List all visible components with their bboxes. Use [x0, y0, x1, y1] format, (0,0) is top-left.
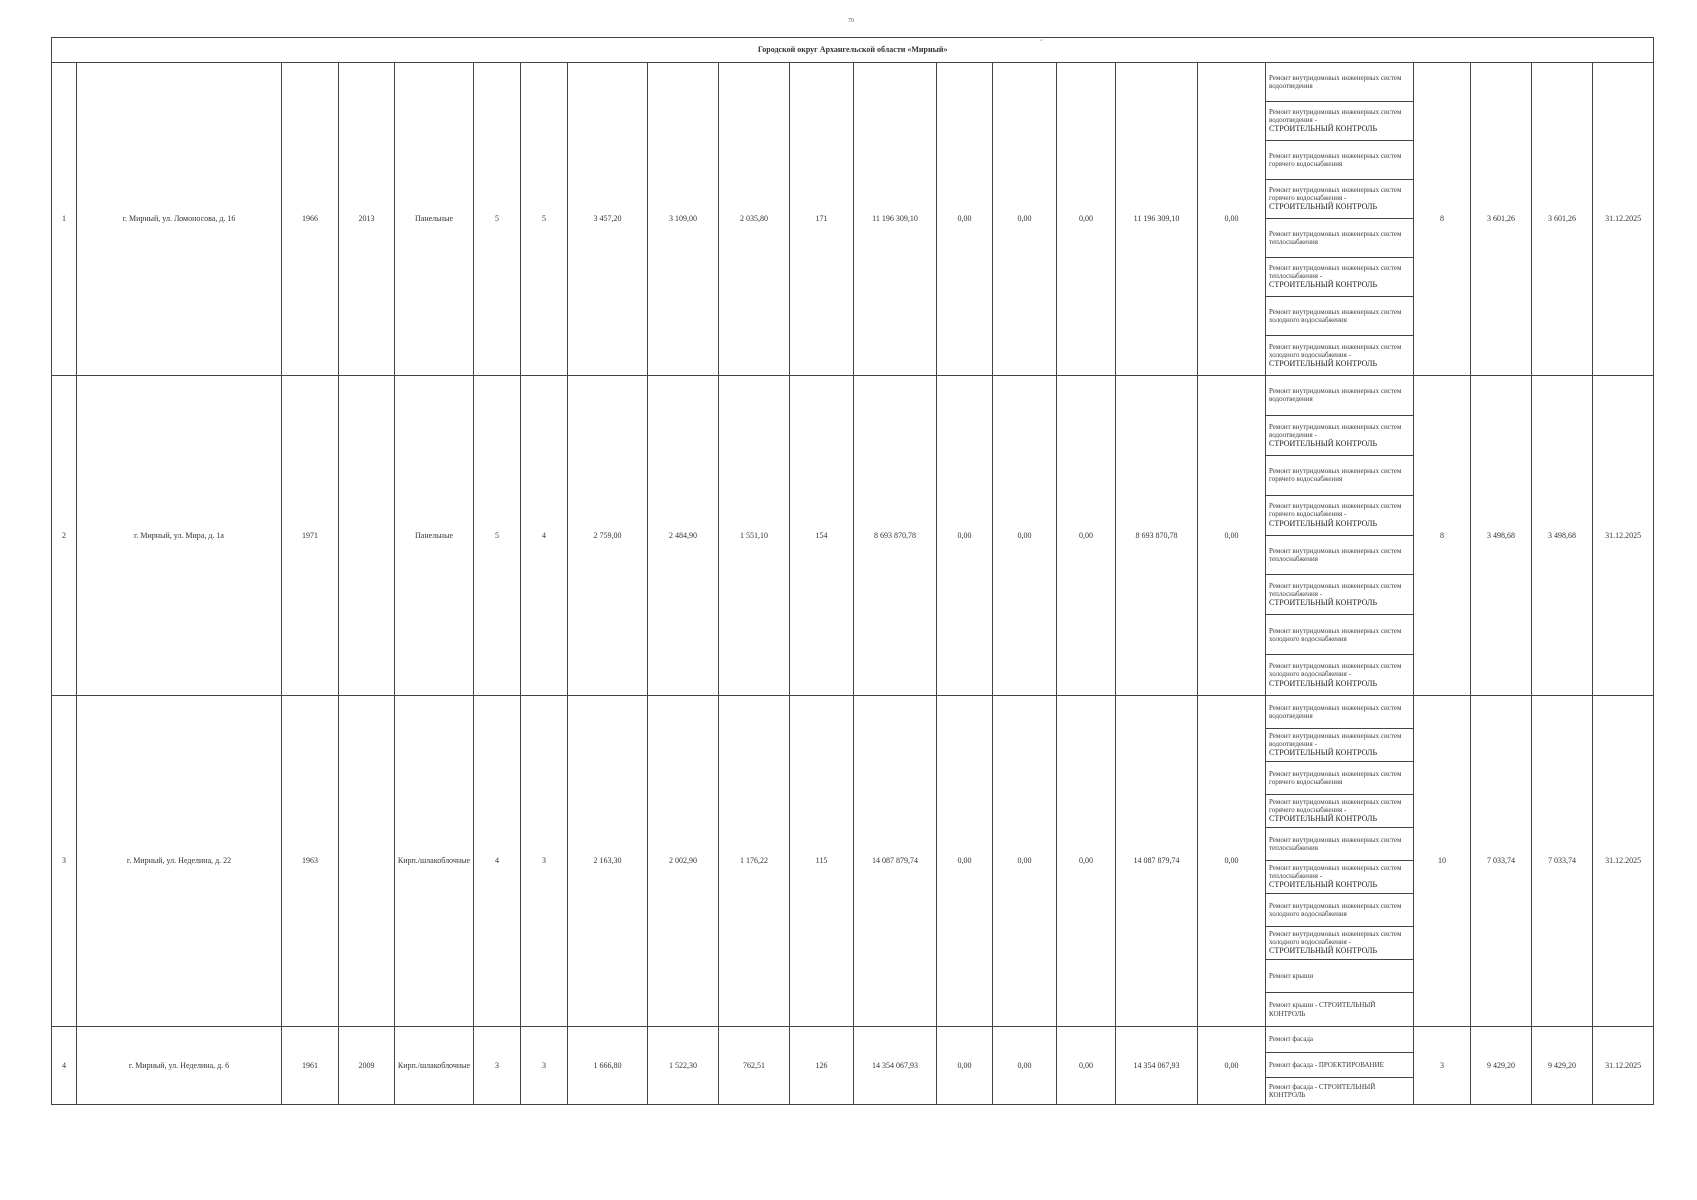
work-item — [1266, 615, 1413, 655]
cell-year-built: 1971 — [282, 376, 339, 696]
work-item — [1266, 927, 1413, 960]
work-item — [1266, 1027, 1413, 1053]
work-item-control: СТРОИТЕЛЬНЫЙ КОНТРОЛЬ — [1269, 518, 1378, 528]
section-header-row — [52, 38, 1654, 63]
cell-fund-b: 0,00 — [993, 376, 1057, 696]
cell-work-count: 8 — [1414, 63, 1471, 376]
cell-fund-a: 0,00 — [937, 696, 993, 1027]
page-number: 70 — [848, 18, 854, 24]
cell-work-count: 10 — [1414, 696, 1471, 1027]
cell-fund-owners: 8 693 870,78 — [1116, 376, 1198, 696]
work-item-control: СТРОИТЕЛЬНЫЙ КОНТРОЛЬ — [1269, 202, 1378, 212]
cell-fund-b: 0,00 — [993, 696, 1057, 1027]
work-item-text: Ремонт внутридомовых инженерных систем горячего водоснабжения — [1269, 769, 1402, 786]
cell-fund-b: 0,00 — [993, 1027, 1057, 1105]
cell-wall-material: Панельные — [395, 376, 474, 696]
cell-entrances: 4 — [521, 376, 568, 696]
cell-deadline: 31.12.2025 — [1593, 376, 1654, 696]
cell-wall-material: Панельные — [395, 63, 474, 376]
work-item-text: Ремонт внутридомовых инженерных систем горячего водоснабжения - — [1269, 186, 1402, 203]
cell-area-living: 2 035,80 — [719, 63, 790, 376]
cell-max-cost-per-sqm: 3 601,26 — [1532, 63, 1593, 376]
work-item — [1266, 861, 1413, 894]
work-item-text: Ремонт внутридомовых инженерных систем холодного водоснабжения — [1269, 901, 1402, 918]
cell-num: 1 — [52, 63, 77, 376]
work-item-control: СТРОИТЕЛЬНЫЙ КОНТРОЛЬ — [1269, 880, 1378, 890]
cell-entrances: 5 — [521, 63, 568, 376]
work-item — [1266, 536, 1413, 576]
cell-residents: 126 — [790, 1027, 854, 1105]
cell-year-overhaul — [339, 376, 395, 696]
cell-total-area: 2 163,30 — [568, 696, 648, 1027]
cell-cost-total: 14 087 879,74 — [854, 696, 937, 1027]
work-item — [1266, 336, 1413, 375]
cell-area-living: 762,51 — [719, 1027, 790, 1105]
cell-work-count: 3 — [1414, 1027, 1471, 1105]
work-item — [1266, 795, 1413, 828]
work-item — [1266, 102, 1413, 141]
cell-residents: 171 — [790, 63, 854, 376]
work-item-text: Ремонт внутридомовых инженерных систем водоотведения — [1269, 703, 1402, 720]
cell-fund-other: 0,00 — [1198, 63, 1266, 376]
cell-area-living: 1 176,22 — [719, 696, 790, 1027]
work-item-text: Ремонт внутридомовых инженерных систем водоотведения - — [1269, 422, 1402, 439]
table-row — [52, 63, 1654, 376]
cell-fund-c: 0,00 — [1057, 376, 1116, 696]
work-item-control: СТРОИТЕЛЬНЫЙ КОНТРОЛЬ — [1269, 946, 1378, 956]
cell-cost-per-sqm: 3 601,26 — [1471, 63, 1532, 376]
work-item — [1266, 960, 1413, 993]
cell-address: г. Мирный, ул. Неделина, д. 22 — [77, 696, 282, 1027]
work-item — [1266, 297, 1413, 336]
cell-area-premises: 3 109,00 — [648, 63, 719, 376]
cell-cost-total: 14 354 067,93 — [854, 1027, 937, 1105]
cell-total-area: 3 457,20 — [568, 63, 648, 376]
work-list — [1266, 63, 1413, 375]
register-table-wrapper — [51, 37, 1654, 1105]
work-item-text: Ремонт внутридомовых инженерных систем холодного водоснабжения — [1269, 307, 1402, 324]
work-item-control: СТРОИТЕЛЬНЫЙ КОНТРОЛЬ — [1269, 124, 1378, 134]
cell-fund-c: 0,00 — [1057, 696, 1116, 1027]
work-item-text: Ремонт внутридомовых инженерных систем теплоснабжения — [1269, 835, 1402, 852]
work-item — [1266, 696, 1413, 729]
cell-num: 4 — [52, 1027, 77, 1105]
cell-area-premises: 2 484,90 — [648, 376, 719, 696]
work-item — [1266, 655, 1413, 695]
cell-year-overhaul: 2009 — [339, 1027, 395, 1105]
work-item — [1266, 180, 1413, 219]
work-item-text: Ремонт внутридомовых инженерных систем водоотведения — [1269, 387, 1402, 404]
section-title: Городской округ Архангельской области «Мирный» — [52, 38, 1654, 63]
work-item-text: Ремонт внутридомовых инженерных систем горячего водоснабжения — [1269, 151, 1402, 168]
work-item-text: Ремонт крыши - СТРОИТЕЛЬНЫЙ КОНТРОЛЬ — [1269, 1001, 1376, 1018]
work-item — [1266, 496, 1413, 536]
cell-cost-total: 11 196 309,10 — [854, 63, 937, 376]
cell-work-count: 8 — [1414, 376, 1471, 696]
table-row — [52, 376, 1654, 696]
work-item-text: Ремонт крыши — [1269, 971, 1314, 980]
work-item-text: Ремонт внутридомовых инженерных систем теплоснабжения - — [1269, 264, 1402, 281]
cell-works — [1266, 1027, 1414, 1105]
cell-works — [1266, 376, 1414, 696]
work-item-text: Ремонт внутридомовых инженерных систем водоотведения - — [1269, 732, 1402, 749]
cell-deadline: 31.12.2025 — [1593, 1027, 1654, 1105]
work-item — [1266, 63, 1413, 102]
cell-fund-owners: 14 087 879,74 — [1116, 696, 1198, 1027]
work-item-text: Ремонт фасада - СТРОИТЕЛЬНЫЙ КОНТРОЛЬ — [1269, 1083, 1376, 1100]
work-item-text: Ремонт внутридомовых инженерных систем водоотведения — [1269, 73, 1402, 90]
table-row — [52, 1027, 1654, 1105]
cell-fund-other: 0,00 — [1198, 1027, 1266, 1105]
register-table — [51, 37, 1654, 1105]
cell-works — [1266, 696, 1414, 1027]
cell-address: г. Мирный, ул. Ломоносова, д. 16 — [77, 63, 282, 376]
cell-fund-a: 0,00 — [937, 1027, 993, 1105]
cell-floors: 4 — [474, 696, 521, 1027]
work-item-text: Ремонт фасада - ПРОЕКТИРОВАНИЕ — [1269, 1060, 1384, 1069]
work-item — [1266, 219, 1413, 258]
cell-cost-total: 8 693 870,78 — [854, 376, 937, 696]
work-item-text: Ремонт внутридомовых инженерных систем холодного водоснабжения — [1269, 626, 1402, 643]
work-item-text: Ремонт внутридомовых инженерных систем теплоснабжения — [1269, 546, 1402, 563]
cell-fund-other: 0,00 — [1198, 696, 1266, 1027]
cell-num: 3 — [52, 696, 77, 1027]
cell-fund-c: 0,00 — [1057, 63, 1116, 376]
cell-fund-owners: 11 196 309,10 — [1116, 63, 1198, 376]
work-item-text: Ремонт фасада — [1269, 1035, 1314, 1044]
cell-floors: 3 — [474, 1027, 521, 1105]
cell-works — [1266, 63, 1414, 376]
cell-max-cost-per-sqm: 3 498,68 — [1532, 376, 1593, 696]
cell-address: г. Мирный, ул. Неделина, д. 6 — [77, 1027, 282, 1105]
work-item-text: Ремонт внутридомовых инженерных систем горячего водоснабжения - — [1269, 798, 1402, 815]
work-item-control: СТРОИТЕЛЬНЫЙ КОНТРОЛЬ — [1269, 678, 1378, 688]
cell-cost-per-sqm: 7 033,74 — [1471, 696, 1532, 1027]
work-item-text: Ремонт внутридомовых инженерных систем теплоснабжения - — [1269, 582, 1402, 599]
work-item — [1266, 416, 1413, 456]
work-list — [1266, 1027, 1413, 1104]
cell-entrances: 3 — [521, 1027, 568, 1105]
cell-area-premises: 2 002,90 — [648, 696, 719, 1027]
cell-total-area: 2 759,00 — [568, 376, 648, 696]
cell-year-overhaul: 2013 — [339, 63, 395, 376]
cell-year-overhaul — [339, 696, 395, 1027]
cell-fund-a: 0,00 — [937, 376, 993, 696]
cell-address: г. Мирный, ул. Мира, д. 1а — [77, 376, 282, 696]
work-item — [1266, 1053, 1413, 1079]
work-list — [1266, 376, 1413, 695]
work-item-text: Ремонт внутридомовых инженерных систем горячего водоснабжения — [1269, 467, 1402, 484]
cell-fund-other: 0,00 — [1198, 376, 1266, 696]
cell-residents: 154 — [790, 376, 854, 696]
work-item-text: Ремонт внутридомовых инженерных систем холодного водоснабжения - — [1269, 662, 1402, 679]
cell-fund-owners: 14 354 067,93 — [1116, 1027, 1198, 1105]
work-item — [1266, 729, 1413, 762]
cell-residents: 115 — [790, 696, 854, 1027]
work-item-text: Ремонт внутридомовых инженерных систем теплоснабжения — [1269, 229, 1402, 246]
cell-year-built: 1966 — [282, 63, 339, 376]
work-item — [1266, 141, 1413, 180]
work-item-control: СТРОИТЕЛЬНЫЙ КОНТРОЛЬ — [1269, 598, 1378, 608]
work-item-text: Ремонт внутридомовых инженерных систем теплоснабжения - — [1269, 864, 1402, 881]
cell-area-living: 1 551,10 — [719, 376, 790, 696]
cell-year-built: 1961 — [282, 1027, 339, 1105]
cell-deadline: 31.12.2025 — [1593, 63, 1654, 376]
work-item-control: СТРОИТЕЛЬНЫЙ КОНТРОЛЬ — [1269, 358, 1378, 368]
work-item-control: СТРОИТЕЛЬНЫЙ КОНТРОЛЬ — [1269, 438, 1378, 448]
work-item-text: Ремонт внутридомовых инженерных систем холодного водоснабжения - — [1269, 930, 1402, 947]
cell-fund-b: 0,00 — [993, 63, 1057, 376]
work-item — [1266, 258, 1413, 297]
cell-max-cost-per-sqm: 9 429,20 — [1532, 1027, 1593, 1105]
work-list — [1266, 696, 1413, 1026]
work-item-control: СТРОИТЕЛЬНЫЙ КОНТРОЛЬ — [1269, 748, 1378, 758]
work-item — [1266, 575, 1413, 615]
cell-floors: 5 — [474, 63, 521, 376]
cell-total-area: 1 666,80 — [568, 1027, 648, 1105]
cell-cost-per-sqm: 3 498,68 — [1471, 376, 1532, 696]
cell-fund-a: 0,00 — [937, 63, 993, 376]
work-item-control: СТРОИТЕЛЬНЫЙ КОНТРОЛЬ — [1269, 280, 1378, 290]
work-item — [1266, 376, 1413, 416]
cell-year-built: 1963 — [282, 696, 339, 1027]
scan-mark: ˘ — [1040, 38, 1043, 47]
work-item-text: Ремонт внутридомовых инженерных систем водоотведения - — [1269, 108, 1402, 125]
work-item — [1266, 762, 1413, 795]
cell-deadline: 31.12.2025 — [1593, 696, 1654, 1027]
table-row — [52, 696, 1654, 1027]
work-item — [1266, 993, 1413, 1026]
work-item-text: Ремонт внутридомовых инженерных систем холодного водоснабжения - — [1269, 342, 1402, 359]
cell-entrances: 3 — [521, 696, 568, 1027]
cell-floors: 5 — [474, 376, 521, 696]
work-item — [1266, 828, 1413, 861]
cell-max-cost-per-sqm: 7 033,74 — [1532, 696, 1593, 1027]
work-item — [1266, 456, 1413, 496]
cell-wall-material: Кирп./шлакоблочные — [395, 1027, 474, 1105]
work-item — [1266, 894, 1413, 927]
cell-cost-per-sqm: 9 429,20 — [1471, 1027, 1532, 1105]
cell-num: 2 — [52, 376, 77, 696]
cell-area-premises: 1 522,30 — [648, 1027, 719, 1105]
work-item-text: Ремонт внутридомовых инженерных систем горячего водоснабжения - — [1269, 502, 1402, 519]
work-item-control: СТРОИТЕЛЬНЫЙ КОНТРОЛЬ — [1269, 814, 1378, 824]
work-item — [1266, 1078, 1413, 1104]
cell-wall-material: Кирп./шлакоблочные — [395, 696, 474, 1027]
cell-fund-c: 0,00 — [1057, 1027, 1116, 1105]
